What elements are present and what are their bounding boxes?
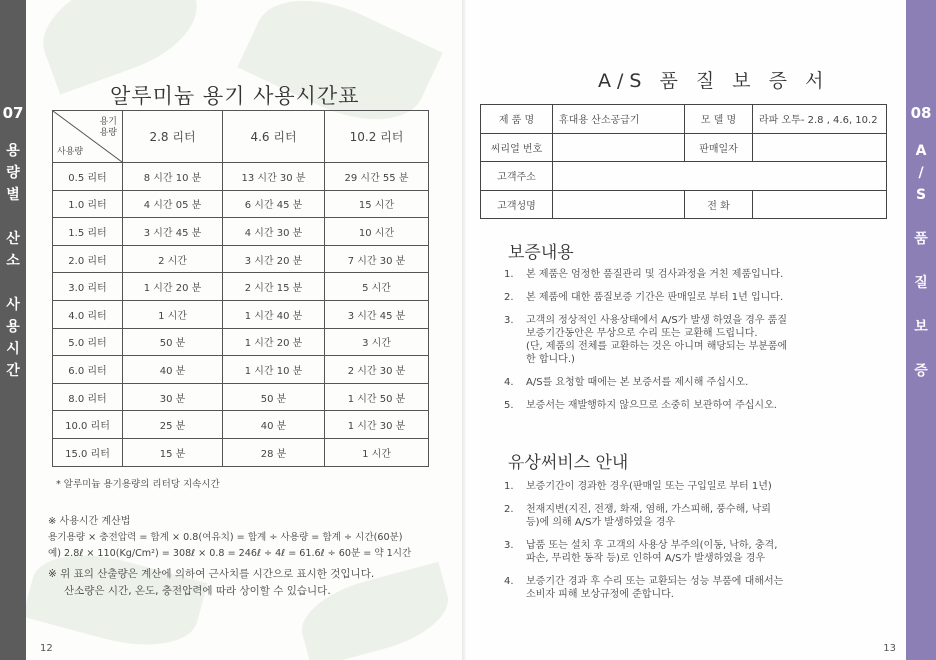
table-row [53, 300, 429, 328]
form-label: 씨리얼 번호 [481, 133, 553, 162]
rate-cell: 3.0 리터 [53, 273, 123, 301]
list-item: 3. 납품 또는 설치 후 고객의 사용상 부주의(이동, 낙하, 충격, 파손, 무리한 동작 등)로 인하여 A/S가 발생하였을 경우 [504, 540, 778, 564]
page-number: 12 [40, 643, 53, 654]
form-label: 제 품 명 [481, 105, 553, 134]
rate-cell: 2.0 리터 [53, 245, 123, 273]
model-name-value: 라파 오투- 2.8 , 4.6, 10.2 [753, 105, 887, 134]
chapter-title: 용 량 별 산 소 사 용 시 간 [6, 143, 20, 379]
paid-service-list [504, 480, 884, 611]
table-row [53, 438, 429, 466]
list-item: 4. A/S를 요청할 때에는 본 보증서를 제시해 주십시오. [504, 377, 749, 388]
time-cell: 3 시간 [325, 328, 429, 356]
time-cell: 40 분 [123, 356, 223, 384]
footnote-line: 산소량은 시간, 온도, 충전압력에 따라 상이할 수 있습니다. [64, 585, 331, 597]
table-row [53, 383, 429, 411]
warranty-list [504, 268, 884, 422]
table-note: * 알루미늄 용기용량의 리터당 지속시간 [56, 479, 220, 490]
warranty-form [480, 104, 887, 219]
form-label: 전 화 [685, 190, 753, 219]
list-item: 5. 보증서는 재발행하지 않으므로 소중히 보관하여 주십시오. [504, 400, 777, 411]
list-item: 2. 본 제품에 대한 품질보증 기간은 판매일로 부터 1년 입니다. [504, 292, 784, 303]
customer-address-field[interactable] [553, 162, 887, 191]
rate-cell: 0.5 리터 [53, 163, 123, 191]
form-row [481, 162, 887, 191]
left-page [0, 0, 466, 660]
time-cell: 29 시간 55 분 [325, 163, 429, 191]
customer-name-field[interactable] [553, 190, 685, 219]
time-cell: 7 시간 30 분 [325, 245, 429, 273]
time-cell: 2 시간 15 분 [223, 273, 325, 301]
table-row [53, 273, 429, 301]
table-row [53, 190, 429, 218]
time-cell: 50 분 [123, 328, 223, 356]
chapter-number: 07 [2, 104, 24, 122]
page-title: A/S 품 질 보 증 서 [598, 70, 830, 92]
list-item: 2. 천재지변(지진, 전쟁, 화재, 염해, 가스피해, 풍수해, 낙뢰 등)에 의해 A/S가 발생하였을 경우 [504, 504, 771, 528]
rate-cell: 10.0 리터 [53, 411, 123, 439]
footnote-line: ※ 위 표의 산출량은 계산에 의하여 근사치를 시간으로 표시한 것입니다. [48, 568, 375, 580]
time-cell: 3 시간 45 분 [123, 218, 223, 246]
serial-number-field[interactable] [553, 133, 685, 162]
table-row [53, 245, 429, 273]
time-cell: 50 분 [223, 383, 325, 411]
list-item: 1. 본 제품은 엄정한 품질관리 및 검사과정을 거친 제품입니다. [504, 269, 784, 280]
time-cell: 1 시간 [325, 438, 429, 466]
table-row [53, 163, 429, 191]
usage-time-table [52, 110, 429, 467]
rate-cell: 15.0 리터 [53, 438, 123, 466]
rate-cell: 1.0 리터 [53, 190, 123, 218]
time-cell: 3 시간 20 분 [223, 245, 325, 273]
form-label: 판매일자 [685, 133, 753, 162]
right-page [466, 0, 936, 660]
form-label: 고객주소 [481, 162, 553, 191]
time-cell: 28 분 [223, 438, 325, 466]
time-cell: 13 시간 30 분 [223, 163, 325, 191]
corner-header-cell [53, 111, 123, 163]
calculation-method [48, 514, 411, 562]
list-item: 1. 보증기간이 경과한 경우(판매일 또는 구입일로 부터 1년) [504, 481, 772, 492]
sale-date-field[interactable] [753, 133, 887, 162]
table-row [53, 411, 429, 439]
time-cell: 30 분 [123, 383, 223, 411]
time-cell: 1 시간 10 분 [223, 356, 325, 384]
product-name-value: 휴대용 산소공급기 [553, 105, 685, 134]
rate-cell: 8.0 리터 [53, 383, 123, 411]
phone-field[interactable] [753, 190, 887, 219]
corner-top-label: 용기 용량 [99, 117, 117, 138]
chapter-title: A / S 품 질 보 증 [914, 143, 928, 379]
calc-example: 예) 2.8ℓ × 110(Kg/Cm²) = 308ℓ × 0.8 = 246ℓ ÷ 4ℓ = 61.6ℓ ÷ 60분 = 약 1시간 [48, 548, 412, 559]
rate-cell: 5.0 리터 [53, 328, 123, 356]
list-item: 4. 보증기간 경과 후 수리 또는 교환되는 성능 부품에 대해서는 소비자 피해 보상규정에 준합니다. [504, 576, 784, 600]
corner-bottom-label: 사용량 [57, 147, 84, 157]
time-cell: 6 시간 45 분 [223, 190, 325, 218]
chapter-tab [906, 0, 936, 660]
time-cell: 3 시간 45 분 [325, 300, 429, 328]
time-cell: 4 시간 05 분 [123, 190, 223, 218]
page-number: 13 [883, 643, 896, 654]
table-row [53, 328, 429, 356]
time-cell: 1 시간 50 분 [325, 383, 429, 411]
time-cell: 10 시간 [325, 218, 429, 246]
chapter-number: 08 [910, 104, 932, 122]
time-cell: 40 분 [223, 411, 325, 439]
calc-title: ※ 사용시간 계산법 [48, 516, 131, 527]
table-row [53, 356, 429, 384]
form-label: 모 델 명 [685, 105, 753, 134]
warranty-section-title: 보증내용 [508, 243, 574, 263]
time-cell: 4 시간 30 분 [223, 218, 325, 246]
form-label: 고객성명 [481, 190, 553, 219]
table-row [53, 218, 429, 246]
form-row [481, 105, 887, 134]
time-cell: 1 시간 20 분 [123, 273, 223, 301]
time-cell: 15 분 [123, 438, 223, 466]
chapter-tab [0, 0, 26, 660]
column-header: 10.2 리터 [325, 111, 429, 163]
time-cell: 5 시간 [325, 273, 429, 301]
calc-formula: 용기용량 × 충전압력 = 합계 × 0.8(여유치) = 합계 ÷ 사용량 = 합계 ÷ 시간(60분) [48, 532, 403, 543]
form-row [481, 190, 887, 219]
time-cell: 1 시간 40 분 [223, 300, 325, 328]
time-cell: 2 시간 [123, 245, 223, 273]
paid-service-section-title: 유상써비스 안내 [508, 453, 629, 473]
time-cell: 1 시간 30 분 [325, 411, 429, 439]
page-title: 알루미늄 용기 사용시간표 [110, 84, 360, 108]
table-header-row [53, 111, 429, 163]
rate-cell: 6.0 리터 [53, 356, 123, 384]
time-cell: 8 시간 10 분 [123, 163, 223, 191]
time-cell: 15 시간 [325, 190, 429, 218]
rate-cell: 4.0 리터 [53, 300, 123, 328]
column-header: 2.8 리터 [123, 111, 223, 163]
time-cell: 1 시간 [123, 300, 223, 328]
column-header: 4.6 리터 [223, 111, 325, 163]
time-cell: 2 시간 30 분 [325, 356, 429, 384]
time-cell: 1 시간 20 분 [223, 328, 325, 356]
rate-cell: 1.5 리터 [53, 218, 123, 246]
footnote [48, 566, 374, 600]
list-item: 3. 고객의 정상적인 사용상태에서 A/S가 발생 하였을 경우 품질 보증기간동안은 무상으로 수리 또는 교환해 드립니다. (단, 제품의 전체를 교환하는 것은 아니며 해당되는 부분품에 한 합니다.) [504, 315, 788, 365]
time-cell: 25 분 [123, 411, 223, 439]
form-row [481, 133, 887, 162]
